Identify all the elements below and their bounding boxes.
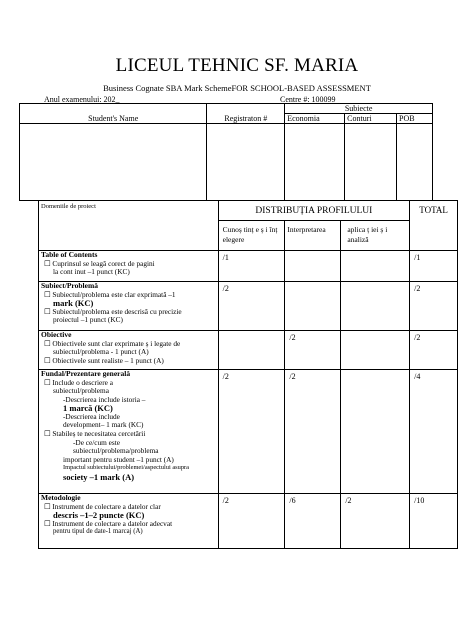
criterion-line: mark (KC) <box>53 298 94 309</box>
student-name-header: Student's Name <box>20 104 207 124</box>
score-application <box>341 370 410 494</box>
section-title: Obiective <box>41 330 72 339</box>
criterion-line: ☐ Obiectivele sunt clar exprimate ș i legate de <box>44 338 181 348</box>
criterion-line: society –1 mark (A) <box>63 472 135 483</box>
section-cell <box>39 251 219 282</box>
section-cell <box>39 331 219 370</box>
score-interpretation: /2 <box>285 370 341 494</box>
criterion-line: ☐ Subiectul/problema este clar exprimată –1 <box>44 289 176 299</box>
criterion-line: -De ce/cum este <box>73 437 120 447</box>
score-total: /1 <box>410 251 458 282</box>
section-title: Fundal/Prezentare generală <box>41 369 131 378</box>
registration-header: Registraton # <box>207 104 285 124</box>
total-header: TOTAL <box>410 201 458 251</box>
section-title: Metodologie <box>41 493 81 502</box>
criterion-line: -Descrierea include istoria – <box>63 394 146 404</box>
subject-conturi: Conturi <box>345 114 397 124</box>
score-interpretation <box>285 282 341 331</box>
score-knowledge <box>218 331 285 370</box>
score-application <box>341 251 410 282</box>
subject-pob: POB <box>397 114 433 124</box>
score-interpretation: /6 <box>285 494 341 549</box>
rubric-row-subject <box>39 282 458 331</box>
subject-economia: Economia <box>285 114 345 124</box>
centre-number: Centre #: 100099 <box>280 95 336 104</box>
rubric-row-background <box>39 370 458 494</box>
score-total: /4 <box>410 370 458 494</box>
criterion-line: subiectul/problema - 1 punct (A) <box>53 347 149 357</box>
domain-header: Domeniile de proiect <box>39 201 219 251</box>
score-application <box>341 331 410 370</box>
distribution-header: DISTRIBUȚIA PROFILULUI <box>218 201 409 221</box>
section-cell <box>39 494 219 549</box>
rubric-table <box>38 200 458 549</box>
score-application <box>341 282 410 331</box>
section-cell <box>39 370 219 494</box>
score-knowledge: /2 <box>218 370 285 494</box>
score-interpretation: /2 <box>285 331 341 370</box>
school-title: LICEUL TEHNIC SF. MARIA <box>115 55 359 76</box>
criterion-line: Impactul subiectului/problemei/aspectului asupra <box>63 464 189 472</box>
section-title: Subiect/Problemă <box>41 281 98 290</box>
criterion-line: subiectul/problema/problema <box>73 446 159 456</box>
score-knowledge: /2 <box>218 494 285 549</box>
criterion-line: proiectul –1 punct (KC) <box>53 315 123 325</box>
profile-interpretation: Interpretarea <box>285 221 341 251</box>
subjects-group-header: Subiecte <box>285 104 433 114</box>
criterion-line: pentru tipul de date-1 marcaj (A) <box>53 528 143 536</box>
score-knowledge: /2 <box>218 282 285 331</box>
criterion-line: important pentru student –1 punct (A) <box>63 454 174 464</box>
student-info-table <box>19 103 433 201</box>
section-cell <box>39 282 219 331</box>
registration-cell[interactable] <box>207 124 285 201</box>
section-title: Table of Contents <box>41 250 98 259</box>
criterion-line: ☐ Subiectul/problema este descrisă cu precizie <box>44 306 182 316</box>
pob-cell[interactable] <box>397 124 433 201</box>
criterion-line: ☐ Include o descriere a <box>44 377 113 387</box>
criterion-line: 1 marcă (KC) <box>63 403 113 414</box>
score-interpretation <box>285 251 341 282</box>
score-total: /2 <box>410 282 458 331</box>
criterion-line: development– 1 mark (KC) <box>63 420 144 430</box>
criterion-line: ☐ Cuprinsul se leagă corect de pagini <box>44 258 155 268</box>
criterion-line: subiectul/problema <box>53 386 109 396</box>
criterion-line: ☐ Instrument de colectare a datelor clar <box>44 501 161 511</box>
score-total: /2 <box>410 331 458 370</box>
score-knowledge: /1 <box>218 251 285 282</box>
rubric-row-methodology <box>39 494 458 549</box>
profile-knowledge: Cunoș tinț e ș i înț elegere <box>218 221 285 251</box>
economia-cell[interactable] <box>285 124 345 201</box>
conturi-cell[interactable] <box>345 124 397 201</box>
student-name-cell[interactable] <box>20 124 207 201</box>
criterion-line: descris –1–2 puncte (KC) <box>53 510 145 521</box>
criterion-line: ☐ Obiectivele sunt realiste – 1 punct (A) <box>44 355 164 365</box>
score-application: /2 <box>341 494 410 549</box>
mark-scheme-subtitle: Business Cognate SBA Mark SchemeFOR SCHOOL-BASED ASSESSMENT <box>103 83 371 93</box>
criterion-line: la cont inut –1 punct (KC) <box>53 267 130 277</box>
criterion-line: ☐ Instrument de colectare a datelor adecvat <box>44 518 173 528</box>
profile-application: aplica ț iei ș i analiză <box>341 221 410 251</box>
score-total: /10 <box>410 494 458 549</box>
rubric-row-objectives <box>39 331 458 370</box>
exam-year: Anul examenului: 202_ <box>44 95 120 104</box>
criterion-line: -Descrierea include <box>63 411 120 421</box>
criterion-line: ☐ Stabileș te necesitatea cercetării <box>44 429 146 439</box>
rubric-row-table-of-contents <box>39 251 458 282</box>
